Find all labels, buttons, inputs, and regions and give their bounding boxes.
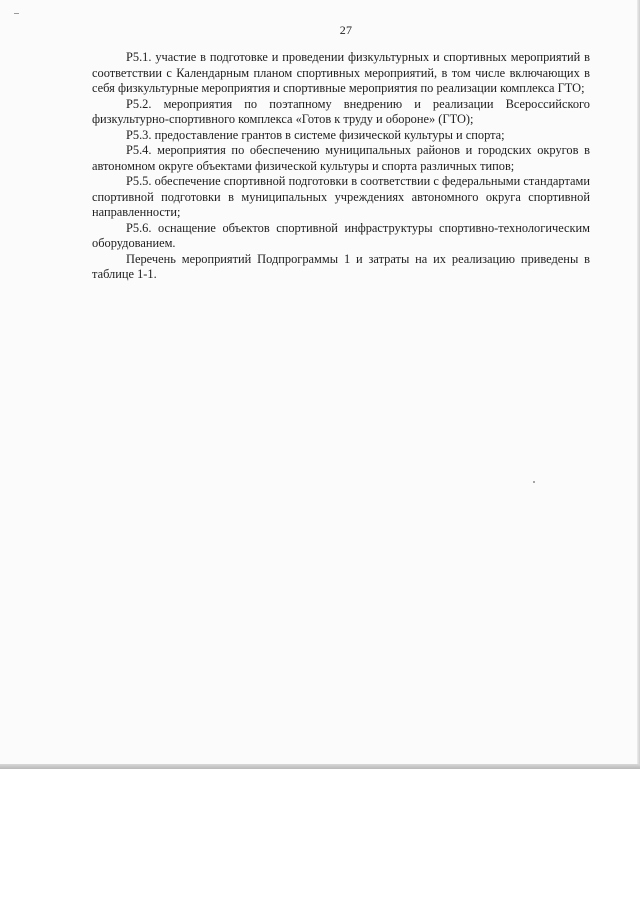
paragraph-p5-3: Р5.3. предоставление грантов в системе физической культуры и спорта; [126,127,505,142]
scan-speck [533,481,535,483]
scan-corner-mark [14,13,19,14]
page-number: 27 [339,23,353,37]
paragraph-p5-5: Р5.5. обеспечение спортивной подготовки в соответствии с федеральными стандартами спортивной подготовки в муниципальных учреждениях автономного округа спортивной направленности; [92,174,590,219]
paragraph-p5-2: Р5.2. мероприятия по поэтапному внедрению и реализации Всероссийского физкультурно-спортивного комплекса «Готов к труду и обороне» (ГТО); [92,96,590,126]
document-body [92,50,590,283]
paragraph-p5-6: Р5.6. оснащение объектов спортивной инфраструктуры спортивно-технологическим оборудованием. [92,220,590,250]
paragraph-p5-1: Р5.1. участие в подготовке и проведении физкультурных и спортивных мероприятий в соответствии с Календарным планом спортивных мероприятий, в том числе включающих в себя физкультурные мероприятия и спортивные мероприятия по реализации комплекса ГТО; [92,50,590,95]
scan-bottom-edge [0,764,640,769]
paragraph-p5-4: Р5.4. мероприятия по обеспечению муниципальных районов и городских округов в автономном округе объектами физической культуры и спорта различных типов; [92,143,590,173]
paragraph-table-reference: Перечень мероприятий Подпрограммы 1 и затраты на их реализацию приведены в таблице 1-1. [92,251,590,281]
